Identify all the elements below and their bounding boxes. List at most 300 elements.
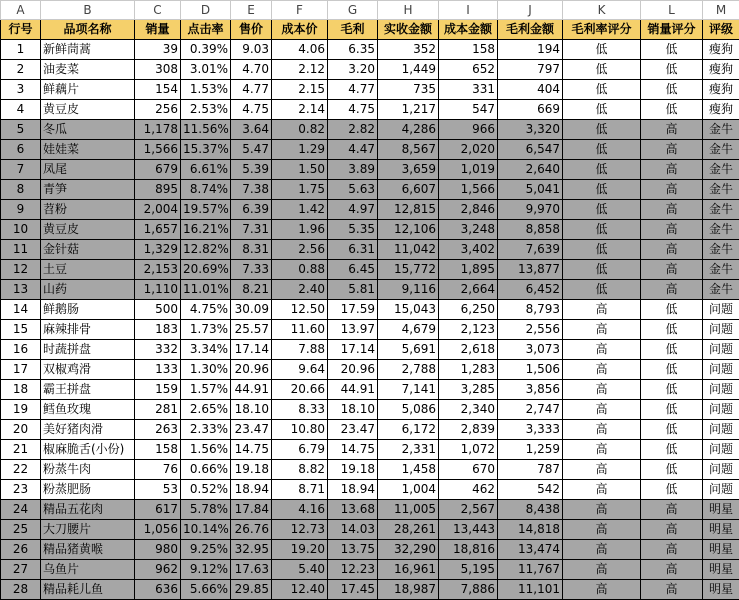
cell-price[interactable]: 17.63	[231, 560, 272, 580]
cell-gp[interactable]: 18.94	[328, 480, 378, 500]
cell-id[interactable]: 23	[1, 480, 41, 500]
column-letter[interactable]: J	[498, 1, 563, 20]
cell-grade[interactable]: 瘦狗	[703, 80, 739, 100]
cell-name[interactable]: 鳕鱼玫瑰	[41, 400, 135, 420]
cell-gp[interactable]: 2.82	[328, 120, 378, 140]
cell-costamt[interactable]: 2,839	[439, 420, 498, 440]
cell-gpscore[interactable]: 高	[563, 440, 641, 460]
column-letter[interactable]: F	[272, 1, 328, 20]
cell-ctr[interactable]: 1.57%	[181, 380, 231, 400]
cell-costamt[interactable]: 1,283	[439, 360, 498, 380]
cell-cost[interactable]: 6.79	[272, 440, 328, 460]
cell-gpamt[interactable]: 5,041	[498, 180, 563, 200]
cell-qtyscore[interactable]: 低	[641, 340, 703, 360]
cell-costamt[interactable]: 2,618	[439, 340, 498, 360]
cell-rev[interactable]: 1,217	[378, 100, 439, 120]
cell-id[interactable]: 3	[1, 80, 41, 100]
cell-gp[interactable]: 44.91	[328, 380, 378, 400]
cell-gpscore[interactable]: 低	[563, 180, 641, 200]
cell-ctr[interactable]: 9.12%	[181, 560, 231, 580]
cell-gp[interactable]: 3.20	[328, 60, 378, 80]
cell-name[interactable]: 粉蒸牛肉	[41, 460, 135, 480]
cell-gpscore[interactable]: 高	[563, 560, 641, 580]
cell-id[interactable]: 18	[1, 380, 41, 400]
cell-grade[interactable]: 金牛	[703, 160, 739, 180]
cell-cost[interactable]: 7.88	[272, 340, 328, 360]
header-cell[interactable]: 实收金额	[378, 20, 439, 40]
cell-cost[interactable]: 19.20	[272, 540, 328, 560]
cell-gpamt[interactable]: 404	[498, 80, 563, 100]
cell-rev[interactable]: 11,005	[378, 500, 439, 520]
cell-id[interactable]: 7	[1, 160, 41, 180]
cell-gpamt[interactable]: 542	[498, 480, 563, 500]
cell-ctr[interactable]: 8.74%	[181, 180, 231, 200]
cell-ctr[interactable]: 2.65%	[181, 400, 231, 420]
cell-name[interactable]: 鲜鹅肠	[41, 300, 135, 320]
cell-gpscore[interactable]: 高	[563, 340, 641, 360]
cell-gpamt[interactable]: 2,556	[498, 320, 563, 340]
cell-ctr[interactable]: 1.73%	[181, 320, 231, 340]
cell-costamt[interactable]: 2,123	[439, 320, 498, 340]
cell-qtyscore[interactable]: 高	[641, 120, 703, 140]
cell-rev[interactable]: 16,961	[378, 560, 439, 580]
cell-grade[interactable]: 明星	[703, 500, 739, 520]
cell-costamt[interactable]: 1,072	[439, 440, 498, 460]
cell-cost[interactable]: 1.96	[272, 220, 328, 240]
cell-gpscore[interactable]: 高	[563, 500, 641, 520]
cell-rev[interactable]: 352	[378, 40, 439, 60]
cell-rev[interactable]: 4,286	[378, 120, 439, 140]
cell-id[interactable]: 22	[1, 460, 41, 480]
cell-gpamt[interactable]: 2,640	[498, 160, 563, 180]
cell-name[interactable]: 土豆	[41, 260, 135, 280]
cell-costamt[interactable]: 2,340	[439, 400, 498, 420]
cell-qty[interactable]: 39	[135, 40, 181, 60]
cell-grade[interactable]: 问题	[703, 320, 739, 340]
cell-cost[interactable]: 8.82	[272, 460, 328, 480]
cell-name[interactable]: 山药	[41, 280, 135, 300]
cell-costamt[interactable]: 3,285	[439, 380, 498, 400]
cell-price[interactable]: 7.31	[231, 220, 272, 240]
cell-id[interactable]: 27	[1, 560, 41, 580]
header-cell[interactable]: 毛利金额	[498, 20, 563, 40]
cell-name[interactable]: 麻辣排骨	[41, 320, 135, 340]
header-cell[interactable]: 售价	[231, 20, 272, 40]
cell-grade[interactable]: 金牛	[703, 140, 739, 160]
cell-qtyscore[interactable]: 低	[641, 60, 703, 80]
cell-ctr[interactable]: 2.33%	[181, 420, 231, 440]
cell-qtyscore[interactable]: 低	[641, 100, 703, 120]
cell-name[interactable]: 乌鱼片	[41, 560, 135, 580]
cell-qtyscore[interactable]: 低	[641, 420, 703, 440]
cell-price[interactable]: 29.85	[231, 580, 272, 600]
column-letter[interactable]: B	[41, 1, 135, 20]
cell-name[interactable]: 凤尾	[41, 160, 135, 180]
cell-gpscore[interactable]: 低	[563, 220, 641, 240]
cell-gpamt[interactable]: 669	[498, 100, 563, 120]
cell-id[interactable]: 10	[1, 220, 41, 240]
cell-cost[interactable]: 2.56	[272, 240, 328, 260]
cell-grade[interactable]: 问题	[703, 380, 739, 400]
cell-id[interactable]: 1	[1, 40, 41, 60]
cell-gp[interactable]: 12.23	[328, 560, 378, 580]
cell-qtyscore[interactable]: 低	[641, 380, 703, 400]
cell-costamt[interactable]: 2,846	[439, 200, 498, 220]
cell-ctr[interactable]: 16.21%	[181, 220, 231, 240]
column-letter[interactable]: H	[378, 1, 439, 20]
cell-grade[interactable]: 瘦狗	[703, 40, 739, 60]
cell-gpamt[interactable]: 8,793	[498, 300, 563, 320]
cell-id[interactable]: 25	[1, 520, 41, 540]
cell-gpamt[interactable]: 11,101	[498, 580, 563, 600]
cell-price[interactable]: 19.18	[231, 460, 272, 480]
cell-costamt[interactable]: 1,566	[439, 180, 498, 200]
cell-gpscore[interactable]: 低	[563, 200, 641, 220]
cell-gpscore[interactable]: 高	[563, 520, 641, 540]
cell-gp[interactable]: 4.47	[328, 140, 378, 160]
cell-qty[interactable]: 1,056	[135, 520, 181, 540]
cell-cost[interactable]: 2.15	[272, 80, 328, 100]
cell-name[interactable]: 冬瓜	[41, 120, 135, 140]
cell-grade[interactable]: 问题	[703, 460, 739, 480]
cell-name[interactable]: 美好猪肉滑	[41, 420, 135, 440]
cell-rev[interactable]: 32,290	[378, 540, 439, 560]
header-cell[interactable]: 行号	[1, 20, 41, 40]
cell-price[interactable]: 5.47	[231, 140, 272, 160]
cell-cost[interactable]: 8.33	[272, 400, 328, 420]
cell-gpscore[interactable]: 低	[563, 80, 641, 100]
cell-qty[interactable]: 281	[135, 400, 181, 420]
cell-costamt[interactable]: 2,567	[439, 500, 498, 520]
cell-gpscore[interactable]: 高	[563, 400, 641, 420]
column-letter[interactable]: L	[641, 1, 703, 20]
cell-gpscore[interactable]: 低	[563, 260, 641, 280]
cell-gp[interactable]: 13.75	[328, 540, 378, 560]
cell-qtyscore[interactable]: 高	[641, 220, 703, 240]
cell-gp[interactable]: 6.45	[328, 260, 378, 280]
cell-gpamt[interactable]: 8,858	[498, 220, 563, 240]
cell-name[interactable]: 娃娃菜	[41, 140, 135, 160]
cell-qty[interactable]: 183	[135, 320, 181, 340]
cell-ctr[interactable]: 3.34%	[181, 340, 231, 360]
cell-rev[interactable]: 7,141	[378, 380, 439, 400]
cell-gpamt[interactable]: 11,767	[498, 560, 563, 580]
cell-ctr[interactable]: 0.66%	[181, 460, 231, 480]
cell-price[interactable]: 5.39	[231, 160, 272, 180]
cell-qty[interactable]: 263	[135, 420, 181, 440]
cell-qty[interactable]: 962	[135, 560, 181, 580]
cell-name[interactable]: 粉蒸肥肠	[41, 480, 135, 500]
cell-id[interactable]: 2	[1, 60, 41, 80]
cell-grade[interactable]: 问题	[703, 340, 739, 360]
cell-rev[interactable]: 5,086	[378, 400, 439, 420]
cell-qty[interactable]: 1,178	[135, 120, 181, 140]
cell-price[interactable]: 6.39	[231, 200, 272, 220]
cell-gp[interactable]: 13.97	[328, 320, 378, 340]
cell-qty[interactable]: 1,566	[135, 140, 181, 160]
cell-ctr[interactable]: 12.82%	[181, 240, 231, 260]
cell-rev[interactable]: 1,449	[378, 60, 439, 80]
cell-id[interactable]: 8	[1, 180, 41, 200]
cell-costamt[interactable]: 2,020	[439, 140, 498, 160]
cell-name[interactable]: 精品五花肉	[41, 500, 135, 520]
cell-id[interactable]: 28	[1, 580, 41, 600]
cell-rev[interactable]: 2,331	[378, 440, 439, 460]
cell-ctr[interactable]: 1.56%	[181, 440, 231, 460]
cell-gpscore[interactable]: 高	[563, 360, 641, 380]
cell-price[interactable]: 25.57	[231, 320, 272, 340]
cell-price[interactable]: 4.70	[231, 60, 272, 80]
cell-grade[interactable]: 金牛	[703, 200, 739, 220]
cell-ctr[interactable]: 0.52%	[181, 480, 231, 500]
cell-gpscore[interactable]: 高	[563, 580, 641, 600]
cell-cost[interactable]: 12.50	[272, 300, 328, 320]
cell-gpscore[interactable]: 低	[563, 60, 641, 80]
cell-id[interactable]: 14	[1, 300, 41, 320]
cell-gp[interactable]: 14.03	[328, 520, 378, 540]
cell-ctr[interactable]: 11.01%	[181, 280, 231, 300]
cell-name[interactable]: 黄豆皮	[41, 100, 135, 120]
cell-qtyscore[interactable]: 高	[641, 260, 703, 280]
cell-price[interactable]: 9.03	[231, 40, 272, 60]
cell-gpamt[interactable]: 797	[498, 60, 563, 80]
cell-rev[interactable]: 15,772	[378, 260, 439, 280]
cell-id[interactable]: 20	[1, 420, 41, 440]
header-cell[interactable]: 评级	[703, 20, 739, 40]
cell-grade[interactable]: 明星	[703, 520, 739, 540]
cell-price[interactable]: 17.84	[231, 500, 272, 520]
cell-gpamt[interactable]: 7,639	[498, 240, 563, 260]
cell-gpscore[interactable]: 低	[563, 140, 641, 160]
header-cell[interactable]: 销量评分	[641, 20, 703, 40]
cell-gp[interactable]: 5.81	[328, 280, 378, 300]
cell-name[interactable]: 金针菇	[41, 240, 135, 260]
cell-gp[interactable]: 3.89	[328, 160, 378, 180]
column-letter[interactable]: M	[703, 1, 739, 20]
column-letter[interactable]: C	[135, 1, 181, 20]
cell-cost[interactable]: 5.40	[272, 560, 328, 580]
cell-gpamt[interactable]: 3,320	[498, 120, 563, 140]
cell-name[interactable]: 黄豆皮	[41, 220, 135, 240]
cell-price[interactable]: 4.77	[231, 80, 272, 100]
cell-id[interactable]: 13	[1, 280, 41, 300]
cell-gpscore[interactable]: 高	[563, 300, 641, 320]
cell-gpamt[interactable]: 14,818	[498, 520, 563, 540]
cell-rev[interactable]: 12,815	[378, 200, 439, 220]
cell-price[interactable]: 23.47	[231, 420, 272, 440]
column-letter[interactable]: D	[181, 1, 231, 20]
cell-costamt[interactable]: 18,816	[439, 540, 498, 560]
cell-qty[interactable]: 679	[135, 160, 181, 180]
cell-costamt[interactable]: 7,886	[439, 580, 498, 600]
cell-gpscore[interactable]: 高	[563, 420, 641, 440]
cell-cost[interactable]: 0.82	[272, 120, 328, 140]
cell-grade[interactable]: 问题	[703, 440, 739, 460]
cell-qtyscore[interactable]: 高	[641, 180, 703, 200]
cell-qty[interactable]: 154	[135, 80, 181, 100]
cell-ctr[interactable]: 9.25%	[181, 540, 231, 560]
cell-id[interactable]: 24	[1, 500, 41, 520]
header-cell[interactable]: 成本金额	[439, 20, 498, 40]
cell-gp[interactable]: 6.35	[328, 40, 378, 60]
cell-cost[interactable]: 0.88	[272, 260, 328, 280]
cell-rev[interactable]: 5,691	[378, 340, 439, 360]
cell-price[interactable]: 7.38	[231, 180, 272, 200]
cell-ctr[interactable]: 20.69%	[181, 260, 231, 280]
cell-name[interactable]: 时蔬拼盘	[41, 340, 135, 360]
cell-cost[interactable]: 2.14	[272, 100, 328, 120]
cell-qtyscore[interactable]: 低	[641, 300, 703, 320]
cell-gp[interactable]: 17.59	[328, 300, 378, 320]
cell-qtyscore[interactable]: 高	[641, 160, 703, 180]
cell-ctr[interactable]: 4.75%	[181, 300, 231, 320]
cell-name[interactable]: 新鲜茼蒿	[41, 40, 135, 60]
cell-grade[interactable]: 问题	[703, 360, 739, 380]
cell-gp[interactable]: 17.45	[328, 580, 378, 600]
header-cell[interactable]: 销量	[135, 20, 181, 40]
cell-qty[interactable]: 1,110	[135, 280, 181, 300]
cell-id[interactable]: 15	[1, 320, 41, 340]
cell-rev[interactable]: 18,987	[378, 580, 439, 600]
cell-id[interactable]: 12	[1, 260, 41, 280]
cell-grade[interactable]: 问题	[703, 480, 739, 500]
cell-name[interactable]: 椒麻脆舌(小份)	[41, 440, 135, 460]
cell-gpamt[interactable]: 2,747	[498, 400, 563, 420]
cell-grade[interactable]: 瘦狗	[703, 60, 739, 80]
cell-grade[interactable]: 金牛	[703, 280, 739, 300]
cell-costamt[interactable]: 462	[439, 480, 498, 500]
cell-rev[interactable]: 3,659	[378, 160, 439, 180]
cell-costamt[interactable]: 1,019	[439, 160, 498, 180]
cell-ctr[interactable]: 1.30%	[181, 360, 231, 380]
cell-price[interactable]: 7.33	[231, 260, 272, 280]
cell-cost[interactable]: 2.12	[272, 60, 328, 80]
cell-ctr[interactable]: 3.01%	[181, 60, 231, 80]
cell-gpamt[interactable]: 9,970	[498, 200, 563, 220]
cell-price[interactable]: 18.10	[231, 400, 272, 420]
cell-qty[interactable]: 980	[135, 540, 181, 560]
cell-qtyscore[interactable]: 低	[641, 40, 703, 60]
cell-qtyscore[interactable]: 高	[641, 240, 703, 260]
cell-gpscore[interactable]: 高	[563, 480, 641, 500]
cell-price[interactable]: 8.31	[231, 240, 272, 260]
cell-gpamt[interactable]: 1,506	[498, 360, 563, 380]
cell-cost[interactable]: 2.40	[272, 280, 328, 300]
cell-qtyscore[interactable]: 低	[641, 360, 703, 380]
cell-gpscore[interactable]: 低	[563, 160, 641, 180]
cell-gpamt[interactable]: 6,452	[498, 280, 563, 300]
cell-gpscore[interactable]: 高	[563, 460, 641, 480]
cell-cost[interactable]: 10.80	[272, 420, 328, 440]
cell-name[interactable]: 双椒鸡滑	[41, 360, 135, 380]
cell-price[interactable]: 26.76	[231, 520, 272, 540]
cell-name[interactable]: 青笋	[41, 180, 135, 200]
column-letter[interactable]: K	[563, 1, 641, 20]
cell-name[interactable]: 霸王拼盘	[41, 380, 135, 400]
cell-cost[interactable]: 20.66	[272, 380, 328, 400]
cell-qtyscore[interactable]: 低	[641, 80, 703, 100]
cell-rev[interactable]: 12,106	[378, 220, 439, 240]
cell-cost[interactable]: 4.06	[272, 40, 328, 60]
cell-grade[interactable]: 金牛	[703, 260, 739, 280]
cell-id[interactable]: 11	[1, 240, 41, 260]
cell-grade[interactable]: 问题	[703, 300, 739, 320]
cell-cost[interactable]: 12.73	[272, 520, 328, 540]
cell-qty[interactable]: 617	[135, 500, 181, 520]
cell-cost[interactable]: 8.71	[272, 480, 328, 500]
cell-cost[interactable]: 1.50	[272, 160, 328, 180]
cell-gp[interactable]: 4.75	[328, 100, 378, 120]
cell-cost[interactable]: 1.75	[272, 180, 328, 200]
cell-rev[interactable]: 1,458	[378, 460, 439, 480]
cell-rev[interactable]: 8,567	[378, 140, 439, 160]
cell-qty[interactable]: 895	[135, 180, 181, 200]
cell-id[interactable]: 26	[1, 540, 41, 560]
cell-qtyscore[interactable]: 低	[641, 320, 703, 340]
cell-cost[interactable]: 4.16	[272, 500, 328, 520]
cell-ctr[interactable]: 0.39%	[181, 40, 231, 60]
cell-costamt[interactable]: 6,250	[439, 300, 498, 320]
cell-costamt[interactable]: 13,443	[439, 520, 498, 540]
cell-price[interactable]: 14.75	[231, 440, 272, 460]
cell-qtyscore[interactable]: 低	[641, 460, 703, 480]
cell-cost[interactable]: 1.42	[272, 200, 328, 220]
header-cell[interactable]: 毛利率评分	[563, 20, 641, 40]
cell-grade[interactable]: 明星	[703, 560, 739, 580]
cell-gpamt[interactable]: 3,333	[498, 420, 563, 440]
cell-qtyscore[interactable]: 低	[641, 480, 703, 500]
cell-costamt[interactable]: 1,895	[439, 260, 498, 280]
cell-gp[interactable]: 18.10	[328, 400, 378, 420]
cell-qtyscore[interactable]: 低	[641, 400, 703, 420]
header-cell[interactable]: 点击率	[181, 20, 231, 40]
cell-grade[interactable]: 明星	[703, 580, 739, 600]
cell-gpamt[interactable]: 194	[498, 40, 563, 60]
cell-qty[interactable]: 256	[135, 100, 181, 120]
cell-gpamt[interactable]: 8,438	[498, 500, 563, 520]
cell-qtyscore[interactable]: 高	[641, 520, 703, 540]
cell-gp[interactable]: 19.18	[328, 460, 378, 480]
cell-costamt[interactable]: 670	[439, 460, 498, 480]
cell-rev[interactable]: 15,043	[378, 300, 439, 320]
cell-grade[interactable]: 金牛	[703, 120, 739, 140]
cell-ctr[interactable]: 2.53%	[181, 100, 231, 120]
cell-cost[interactable]: 12.40	[272, 580, 328, 600]
cell-gpscore[interactable]: 低	[563, 120, 641, 140]
cell-rev[interactable]: 735	[378, 80, 439, 100]
cell-cost[interactable]: 9.64	[272, 360, 328, 380]
cell-qtyscore[interactable]: 高	[641, 540, 703, 560]
cell-price[interactable]: 18.94	[231, 480, 272, 500]
cell-gpamt[interactable]: 787	[498, 460, 563, 480]
cell-price[interactable]: 30.09	[231, 300, 272, 320]
cell-gpscore[interactable]: 低	[563, 240, 641, 260]
cell-grade[interactable]: 瘦狗	[703, 100, 739, 120]
cell-qtyscore[interactable]: 高	[641, 580, 703, 600]
cell-gpamt[interactable]: 3,856	[498, 380, 563, 400]
cell-ctr[interactable]: 5.66%	[181, 580, 231, 600]
cell-gp[interactable]: 5.35	[328, 220, 378, 240]
cell-costamt[interactable]: 3,248	[439, 220, 498, 240]
cell-name[interactable]: 苕粉	[41, 200, 135, 220]
cell-gp[interactable]: 6.31	[328, 240, 378, 260]
cell-rev[interactable]: 28,261	[378, 520, 439, 540]
cell-rev[interactable]: 2,788	[378, 360, 439, 380]
cell-qty[interactable]: 133	[135, 360, 181, 380]
cell-name[interactable]: 精品耗儿鱼	[41, 580, 135, 600]
cell-id[interactable]: 9	[1, 200, 41, 220]
cell-ctr[interactable]: 19.57%	[181, 200, 231, 220]
